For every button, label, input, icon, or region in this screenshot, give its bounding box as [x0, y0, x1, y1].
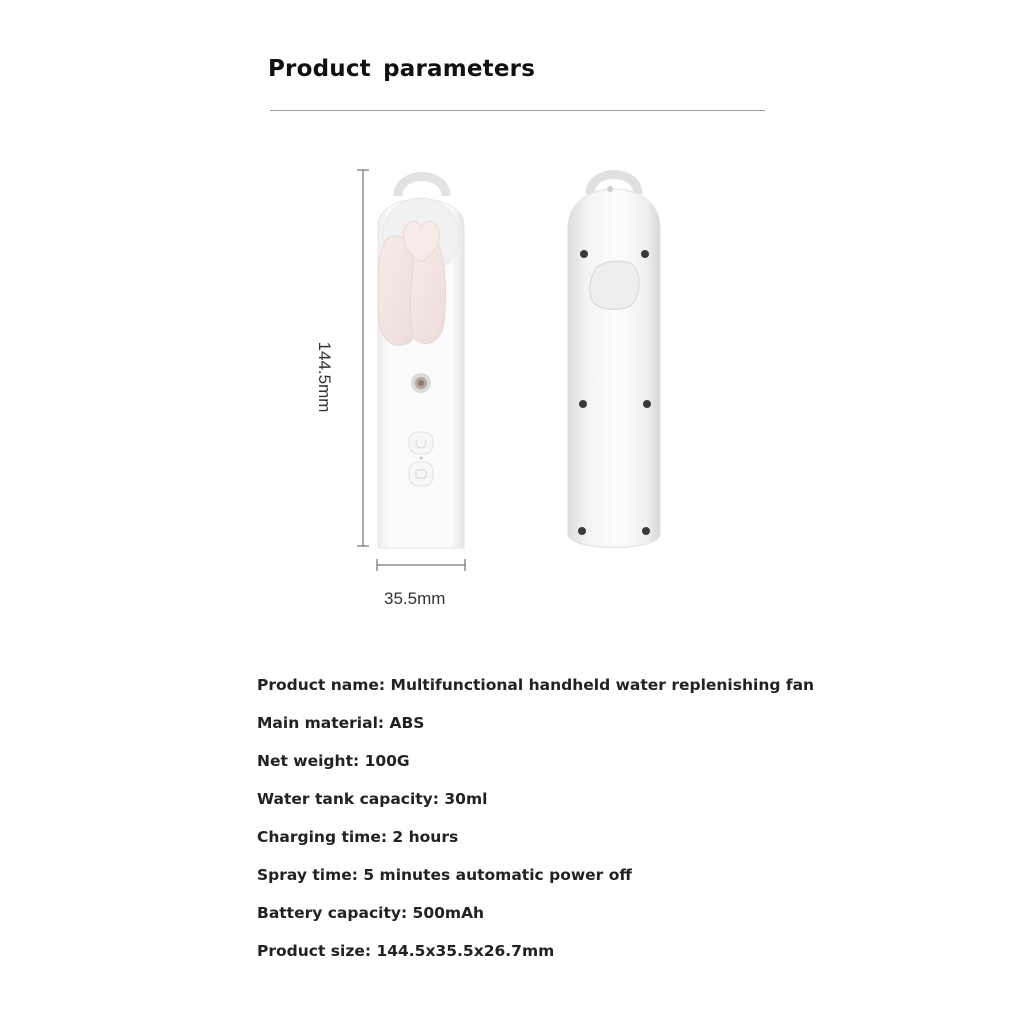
device-back-view [568, 175, 660, 548]
water-fill-cap [590, 261, 639, 309]
page-title: Product parameters [268, 56, 536, 82]
power-button [409, 432, 433, 454]
spec-product-name: Product name: Multifunctional handheld water replenishing fan [257, 676, 815, 694]
spec-list [257, 673, 814, 977]
spec-main-material: Main material: ABS [257, 714, 425, 732]
spec-water-tank-capacity: Water tank capacity: 30ml [257, 790, 488, 808]
width-dimension-label: 35.5mm [384, 589, 446, 608]
fan-blades [378, 222, 445, 346]
spec-spray-time: Spray time: 5 minutes automatic power off [257, 866, 632, 884]
device-front-view [378, 177, 464, 549]
mist-button [409, 462, 433, 486]
height-dimension-label: 144.5mm [315, 341, 334, 413]
width-dimension-line [377, 559, 465, 571]
spec-product-size: Product size: 144.5x35.5x26.7mm [257, 942, 555, 960]
spec-battery-capacity: Battery capacity: 500mAh [257, 904, 485, 922]
spec-charging-time: Charging time: 2 hours [257, 828, 459, 846]
spec-net-weight: Net weight: 100G [257, 752, 410, 770]
height-dimension-line [357, 170, 369, 546]
lanyard-loop [398, 177, 446, 197]
